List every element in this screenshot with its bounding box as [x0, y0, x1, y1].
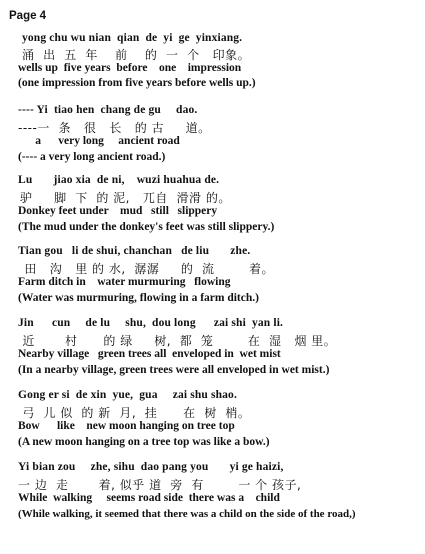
gloss-line: Farm ditch in water murmuring flowing: [18, 276, 231, 288]
hanzi-line: 近 村 的 绿 树, 都 笼 在 湿 烟 里。: [18, 334, 337, 348]
pinyin-line: Yi bian zou zhe, sihu dao pang you yi ge haizi,: [18, 461, 284, 473]
hanzi-line: 田 沟 里 的 水, 潺潺 的 流 着。: [20, 262, 274, 276]
hanzi-line: 一 边 走 着, 似乎 道 旁 有 一 个 孩子,: [18, 478, 302, 492]
pinyin-line: Jin cun de lu shu, dou long zai shi yan li.: [18, 317, 284, 329]
hanzi-line: 涌 出 五 年 前 的 一 个 印象。: [22, 48, 251, 62]
pinyin-line: Tian gou li de shui, chanchan de liu zhe.: [18, 245, 251, 257]
hanzi-line: 驴 脚 下 的 泥, 兀自 滑滑 的。: [20, 191, 231, 205]
pinyin-line: yong chu wu nian qian de yi ge yinxiang.: [22, 32, 243, 44]
pinyin-line: Lu jiao xia de ni, wuzi huahua de.: [18, 174, 220, 186]
translation-line: (In a nearby village, green trees were all enveloped in wet mist.): [18, 364, 330, 376]
translation-line: (Water was murmuring, flowing in a farm ditch.): [18, 292, 259, 304]
translation-line: (one impression from five years before wells up.): [18, 77, 256, 89]
gloss-line: Nearby village green trees all enveloped in wet mist: [18, 348, 281, 360]
hanzi-line: ----一 条 很 长 的 古 道。: [18, 121, 211, 135]
gloss-line: wells up five years before one impression: [18, 62, 242, 74]
gloss-line: Bow like new moon hanging on tree top: [18, 420, 235, 432]
gloss-line: a very long ancient road: [18, 135, 180, 147]
gloss-line: Donkey feet under mud still slippery: [18, 205, 218, 217]
translation-line: (A new moon hanging on a tree top was like a bow.): [18, 436, 270, 448]
hanzi-line: 弓 儿 似 的 新 月, 挂 在 树 梢。: [18, 406, 251, 420]
translation-line: (While walking, it seemed that there was a child on the side of the road,): [18, 508, 356, 520]
translation-line: (---- a very long ancient road.): [18, 151, 166, 163]
translation-line: (The mud under the donkey's feet was still slippery.): [18, 221, 275, 233]
page-label: Page 4: [9, 10, 47, 22]
pinyin-line: Gong er si de xin yue, gua zai shu shao.: [18, 389, 237, 401]
gloss-line: While walking seems road side there was a child: [18, 492, 280, 504]
pinyin-line: ---- Yi tiao hen chang de gu dao.: [18, 104, 198, 116]
